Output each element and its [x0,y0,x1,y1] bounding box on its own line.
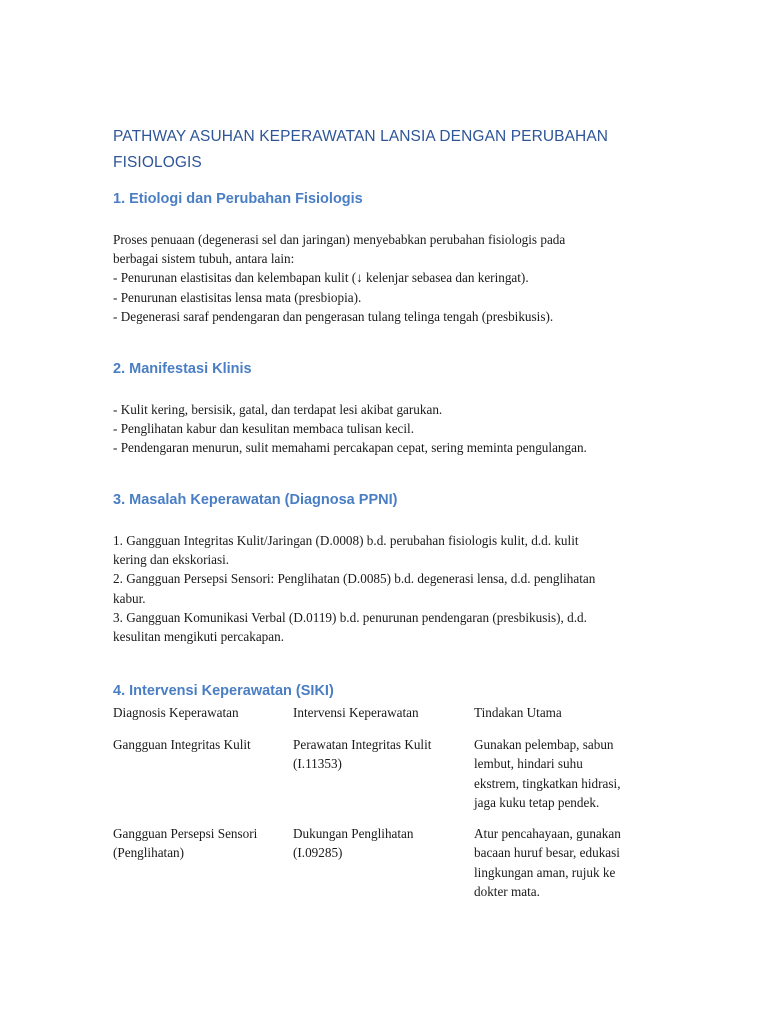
paragraph-line: berbagai sistem tubuh, antara lain: [113,251,295,267]
list-item: - Kulit kering, bersisik, gatal, dan terdapat lesi akibat garukan. [113,402,443,417]
paragraph-line: Proses penuaan (degenerasi sel dan jaringan) menyebabkan perubahan fisiologis pada [113,232,566,247]
cell-line: jaga kuku tetap pendek. [474,795,600,811]
table-cell-intervention [293,735,463,774]
table-header-cell: Tindakan Utama [474,705,562,720]
cell-line: lembut, hindari suhu [474,756,583,772]
cell-line: Gangguan Persepsi Sensori [113,826,258,841]
table-cell-intervention [293,824,463,863]
list-item: - Penurunan elastisitas dan kelembapan kulit (↓ kelenjar sebasea dan keringat). [113,270,529,286]
table-header-cell: Diagnosis Keperawatan [113,705,239,720]
cell-line: (I.09285) [293,845,343,861]
table-header-cell: Intervensi Keperawatan [293,705,419,720]
section-2-heading: 2. Manifestasi Klinis [113,361,252,377]
cell-line: (Penglihatan) [113,845,185,861]
list-item: 1. Gangguan Integritas Kulit/Jaringan (D.0008) b.d. perubahan fisiologis kulit, d.d. kulit [113,533,579,548]
cell-line: (I.11353) [293,756,342,772]
section-3-heading: 3. Masalah Keperawatan (Diagnosa PPNI) [113,492,398,508]
table-cell-action [474,824,649,902]
document-title [113,124,633,176]
section-4-heading: 4. Intervensi Keperawatan (SIKI) [113,683,334,699]
list-item: - Penurunan elastisitas lensa mata (presbiopia). [113,289,362,305]
table-cell-diagnosis [113,824,283,863]
list-item-continuation: kabur. [113,590,146,606]
cell-line: Perawatan Integritas Kulit [293,737,432,752]
list-item: - Pendengaran menurun, sulit memahami percakapan cepat, sering meminta pengulangan. [113,440,587,456]
cell-line: bacaan huruf besar, edukasi [474,845,620,861]
section-3-body [113,531,658,646]
section-1-body [113,230,658,326]
title-line-1: PATHWAY ASUHAN KEPERAWATAN LANSIA DENGAN PERUBAHAN [113,128,609,145]
list-item: 2. Gangguan Persepsi Sensori: Penglihatan (D.0085) b.d. degenerasi lensa, d.d. penglihatan [113,571,596,587]
cell-line: Gunakan pelembap, sabun [474,737,614,752]
list-item-continuation: kering dan ekskoriasi. [113,552,230,568]
section-2-body [113,400,658,458]
table-cell-action [474,735,649,813]
list-item: - Degenerasi saraf pendengaran dan pengerasan tulang telinga tengah (presbikusis). [113,308,554,324]
title-line-2: FISIOLOGIS [113,154,202,171]
cell-line: Dukungan Penglihatan [293,826,414,841]
section-1-heading: 1. Etiologi dan Perubahan Fisiologis [113,191,363,207]
cell-line: lingkungan aman, rujuk ke [474,864,616,880]
list-item-continuation: kesulitan mengikuti percakapan. [113,629,285,645]
cell-line: Atur pencahayaan, gunakan [474,826,621,841]
list-item: 3. Gangguan Komunikasi Verbal (D.0119) b.d. penurunan pendengaran (presbikusis), d.d. [113,609,587,625]
cell-line: Gangguan Integritas Kulit [113,737,251,752]
table-cell-diagnosis [113,735,283,754]
cell-line: dokter mata. [474,884,540,900]
list-item: - Penglihatan kabur dan kesulitan membaca tulisan kecil. [113,421,415,437]
cell-line: ekstrem, tingkatkan hidrasi, [474,775,621,791]
